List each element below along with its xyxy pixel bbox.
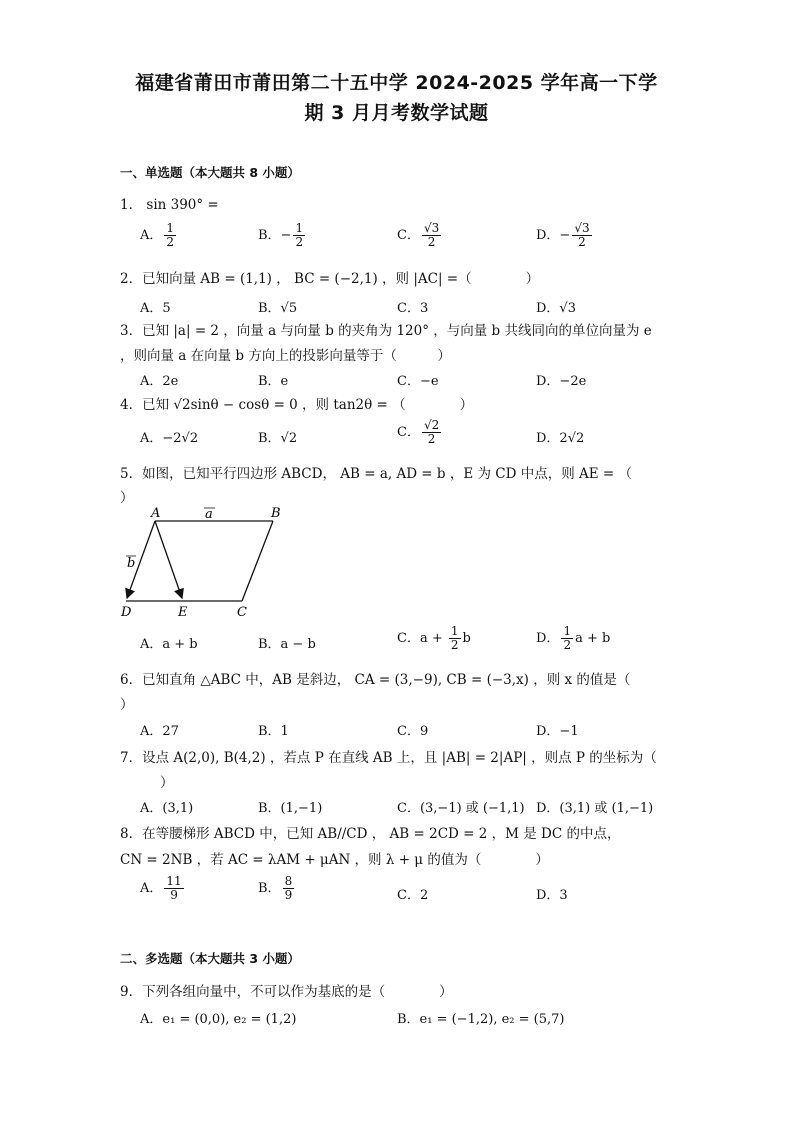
label-vector-b: b — [127, 556, 136, 571]
question-6: 6．已知直角 △ABC 中，AB 是斜边， CA = (3,−9), CB = (−3,x) ，则 x 的值是（ — [120, 672, 631, 688]
page-title-line2: 期 3 月月考数学试题 — [304, 102, 489, 124]
option-d: D．−2e — [536, 374, 587, 389]
question-text: 设点 A(2,0), B(4,2) ，若点 P 在直线 AB 上，且 |AB| = 2|AP| ，则点 P 的坐标为（ — [142, 750, 657, 766]
label-b: B — [271, 506, 281, 521]
question-number: 1． — [120, 197, 143, 213]
option-a: A．27 — [140, 724, 179, 739]
question-text: 已知 |a| = 2 ，向量 a 与向量 b 的夹角为 120° ，与向量 b 共线同向的单位向量为 e — [142, 323, 652, 339]
option-c: C．−e — [397, 374, 439, 389]
option-c: C．3 — [397, 301, 429, 316]
question-7-continuation: ） — [160, 775, 174, 791]
label-d: D — [121, 605, 132, 620]
side-bc — [242, 521, 273, 601]
option-d: D．√3 — [536, 301, 576, 316]
question-8-continuation: CN = 2NB ，若 AC = λAM + μAN ，则 λ + μ 的值为（ ） — [120, 852, 549, 868]
question-text: 在等腰梯形 ABCD 中，已知 AB//CD ， AB = 2CD = 2 ，M 是 DC 的中点， — [142, 826, 621, 842]
option-d: D． $\frac{1}{2}$ a + b — [536, 624, 611, 652]
label-c: C — [237, 605, 247, 620]
option-b: B．− $\frac{1}{2}$ — [258, 221, 304, 249]
question-6-continuation: ） — [120, 697, 134, 713]
option-a: A． $\frac{1}{2}$ — [140, 221, 175, 249]
question-1 — [120, 193, 219, 213]
label-e: E — [178, 605, 188, 620]
option-d: D．(3,1) 或 (1,−1) — [536, 801, 654, 816]
option-a: A． $\frac{11}{9}$ — [140, 874, 182, 902]
option-b: B．(1,−1) — [258, 801, 323, 816]
question-text: 下列各组向量中，不可以作为基底的是（ ） — [142, 984, 453, 1000]
option-a: A．e₁ = (0,0), e₂ = (1,2) — [140, 1012, 297, 1027]
option-b: B．√5 — [258, 301, 298, 316]
question-2: 2．已知向量 AB = (1,1) ， BC = (−2,1) ，则 |AC| =（ ） — [120, 271, 540, 287]
page-title-line1: 福建省莆田市莆田第二十五中学 2024-2025 学年高一下学 — [135, 72, 658, 94]
question-text: sin 390° = — [146, 197, 219, 213]
option-c: C．a + $\frac{1}{2}$ b — [397, 624, 471, 652]
question-5-continuation: ） — [120, 490, 134, 506]
option-b: B．e₁ = (−1,2), e₂ = (5,7) — [397, 1012, 565, 1027]
question-text: 已知直角 △ABC 中，AB 是斜边， CA = (3,−9), CB = (−3,x) ，则 x 的值是（ — [142, 672, 631, 688]
option-a: A．2e — [140, 374, 179, 389]
question-text: 已知 √2sinθ − cosθ = 0 ，则 tan2θ = （ ） — [142, 397, 474, 413]
option-b: B．1 — [258, 724, 289, 739]
question-7: 7．设点 A(2,0), B(4,2) ，若点 P 在直线 AB 上，且 |AB| = 2|AP| ，则点 P 的坐标为（ — [120, 750, 657, 766]
question-text: 如图，已知平行四边形 ABCD， AB = a, AD = b ，E 为 CD 中点，则 AE = （ — [142, 466, 633, 482]
option-b: B．√2 — [258, 431, 298, 446]
option-d: D．−1 — [536, 724, 579, 739]
question-8: 8．在等腰梯形 ABCD 中，已知 AB//CD ， AB = 2CD = 2 ，M 是 DC 的中点， — [120, 826, 621, 842]
question-4: 4．已知 √2sinθ − cosθ = 0 ，则 tan2θ = （ ） — [120, 397, 474, 413]
option-b: B．e — [258, 374, 289, 389]
option-a: A．a + b — [140, 637, 198, 652]
label-a: A — [151, 506, 161, 521]
option-c: C．2 — [397, 888, 429, 903]
option-c: C．9 — [397, 724, 429, 739]
label-vector-a: a — [205, 507, 213, 522]
question-9: 9．下列各组向量中，不可以作为基底的是（ ） — [120, 984, 453, 1000]
option-d: D．− $\frac{√3}{2}$ — [536, 221, 590, 249]
option-a: A．5 — [140, 301, 171, 316]
option-c: C．(3,−1) 或 (−1,1) — [397, 801, 525, 816]
option-a: A．−2√2 — [140, 431, 199, 446]
section-single-choice: 一、单选题（本大题共 8 小题） — [120, 165, 300, 180]
option-d: D．3 — [536, 888, 568, 903]
option-a: A．(3,1) — [140, 801, 194, 816]
section-multiple-choice: 二、多选题（本大题共 3 小题） — [120, 951, 300, 966]
question-3: 3．已知 |a| = 2 ，向量 a 与向量 b 的夹角为 120° ，与向量 b 共线同向的单位向量为 e — [120, 323, 652, 339]
question-5: 5．如图，已知平行四边形 ABCD， AB = a, AD = b ，E 为 CD 中点，则 AE = （ — [120, 466, 633, 482]
vector-ae — [155, 521, 182, 598]
question-text: 已知向量 AB = (1,1) ， BC = (−2,1) ，则 |AC| =（ ） — [142, 271, 540, 287]
option-b: B． $\frac{8}{9}$ — [258, 874, 293, 902]
option-b: B．a − b — [258, 637, 316, 652]
option-c: C． $\frac{√3}{2}$ — [397, 221, 440, 249]
parallelogram-figure — [115, 505, 290, 620]
option-c: C． $\frac{√2}{2}$ — [397, 418, 440, 446]
question-3-continuation: ，则向量 a 在向量 b 方向上的投影向量等于（ ） — [120, 348, 451, 364]
option-d: D．2√2 — [536, 431, 585, 446]
